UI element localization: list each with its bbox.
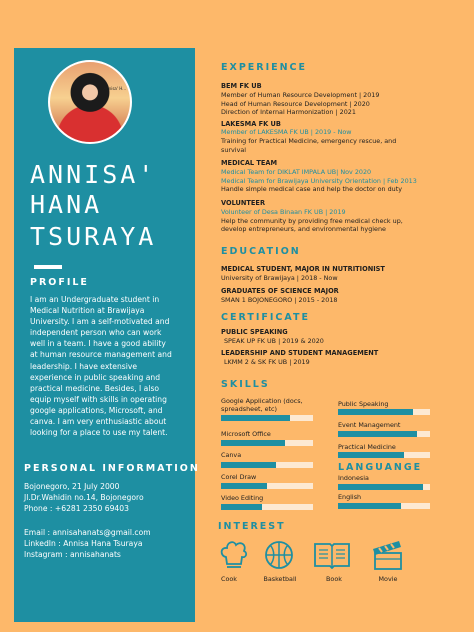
experience-line: Training for Practical Medicine, emergency rescue, and xyxy=(221,137,397,145)
personal-email: Email : annisahanats@gmail.com xyxy=(24,528,151,537)
personal-birth: Bojonegoro, 21 July 2000 xyxy=(24,482,120,491)
skill-label: Google Application (docs, spreadsheet, etc) xyxy=(221,397,303,413)
profile-line: independent person who can work xyxy=(30,328,162,338)
name-line-2: HANA xyxy=(30,190,103,219)
skill-label: Microsoft Office xyxy=(221,430,271,438)
skill-bar xyxy=(221,483,313,489)
profile-line: I am an Undergraduate student in xyxy=(30,295,160,304)
language-bar xyxy=(338,484,430,490)
profile-line: looking for a place to use my talent. xyxy=(30,428,168,438)
skill-bar-fill xyxy=(338,452,404,458)
experience-line: Help the community by providing free medical check up, xyxy=(221,216,403,225)
education-heading: EDUCATION xyxy=(221,246,301,257)
interest-label: Basketball xyxy=(263,575,297,583)
skill-bar xyxy=(338,431,430,437)
skill-bar-fill xyxy=(221,504,262,510)
interest-label: Movie xyxy=(378,575,398,583)
profile-line: google applications, Microsoft, and xyxy=(30,405,163,415)
profile-line: at human resource management and xyxy=(30,350,172,360)
personal-linkedin: LinkedIn : Annisa Hana Tsuraya xyxy=(24,539,143,548)
experience-title: BEM FK UB xyxy=(221,82,262,90)
personal-heading: PERSONAL INFORMATION xyxy=(24,463,200,474)
profile-line: equip myself with skills in operating xyxy=(30,394,167,404)
skills-heading: SKILLS xyxy=(221,379,270,390)
profile-line: well in a team. I have a good ability xyxy=(30,339,166,349)
experience-line: Handle simple medical case and help the doctor on duty xyxy=(221,185,403,193)
skill-bar xyxy=(338,409,430,415)
personal-address: Jl.Dr.Wahidin no.14, Bojonegoro xyxy=(24,493,144,502)
language-label: Indonesia xyxy=(338,474,369,482)
skill-bar xyxy=(221,504,313,510)
experience-line: survival xyxy=(221,145,247,154)
experience-line: Medical Team for Brawijaya University Orientation | Feb 2013 xyxy=(221,176,417,185)
skill-bar xyxy=(338,452,430,458)
experience-title: VOLUNTEER xyxy=(221,199,266,207)
clapperboard-icon xyxy=(371,539,405,571)
skill-label: Practical Medicine xyxy=(338,443,396,451)
interest-label: Book xyxy=(326,575,342,583)
skill-bar xyxy=(221,462,313,468)
experience-line: develop entrepreneurs, and environmental hygiene xyxy=(221,225,386,233)
profile-line: canva. I am very enthusiastic about xyxy=(30,417,167,427)
education-line: University of Brawijaya | 2018 - Now xyxy=(221,273,338,282)
personal-instagram: Instagram : annisahanats xyxy=(24,550,121,559)
name-line-1: ANNISA' xyxy=(30,160,157,189)
skill-bar xyxy=(221,415,313,421)
book-icon xyxy=(313,541,351,569)
language-heading: LANGUANGE xyxy=(338,462,423,473)
profile-text xyxy=(30,294,188,438)
profile-line: practical medicine. Besides, I also xyxy=(30,383,160,393)
personal-phone: Phone : +6281 2350 69403 xyxy=(24,504,129,513)
name-divider xyxy=(34,265,62,269)
skill-label: Public Speaking xyxy=(338,400,389,408)
experience-line: Medical Team for DIKLAT IMPALA UB| Nov 2020 xyxy=(221,168,372,176)
skill-label: Video Editing xyxy=(221,494,264,502)
education-title: GRADUATES OF SCIENCE MAJOR xyxy=(221,287,339,295)
interest-heading: INTEREST xyxy=(218,521,286,532)
experience-line: Member of LAKESMA FK UB | 2019 - Now xyxy=(221,128,352,136)
skill-label: Canva xyxy=(221,451,242,459)
profile-photo xyxy=(48,60,132,144)
skill-label: Event Management xyxy=(338,421,401,429)
certificate-line: LKMM 2 & SK FK UB | 2019 xyxy=(224,358,310,366)
education-title: MEDICAL STUDENT, MAJOR IN NUTRITIONIST xyxy=(221,265,385,273)
experience-line: Volunteer of Desa Binaan FK UB | 2019 xyxy=(221,208,346,216)
profile-line: Medical Nutrition at Brawijaya xyxy=(30,306,145,316)
certificate-title: PUBLIC SPEAKING xyxy=(221,328,288,336)
profile-line: leadership. I have extensive xyxy=(30,361,138,371)
experience-line: Head of Human Resource Development | 2020 xyxy=(221,99,370,108)
experience-title: MEDICAL TEAM xyxy=(221,159,278,167)
skill-bar-fill xyxy=(221,462,276,468)
experience-heading: EXPERIENCE xyxy=(221,62,308,73)
experience-line: Member of Human Resource Development | 2019 xyxy=(221,91,380,99)
language-bar-fill xyxy=(338,484,423,490)
certificate-line: SPEAK UP FK UB | 2019 & 2020 xyxy=(224,337,324,345)
skill-bar-fill xyxy=(221,483,267,489)
experience-line: Direction of Internal Harmonization | 2021 xyxy=(221,108,356,116)
basketball-icon xyxy=(264,540,294,570)
profile-line: University. I am a self-motivated and xyxy=(30,317,170,327)
interest-label: Cook xyxy=(221,575,237,583)
language-label: English xyxy=(338,493,362,501)
education-line: SMAN 1 BOJONEGORO | 2015 - 2018 xyxy=(221,295,338,304)
chef-hat-icon xyxy=(219,539,249,571)
skill-bar-fill xyxy=(338,409,413,415)
profile-heading: PROFILE xyxy=(30,277,89,288)
name-line-3: TSURAYA xyxy=(30,222,157,251)
certificate-heading: CERTIFICATE xyxy=(221,312,310,323)
skill-bar xyxy=(221,440,313,446)
language-bar xyxy=(338,503,430,509)
skill-bar-fill xyxy=(221,415,290,421)
certificate-title: LEADERSHIP AND STUDENT MANAGEMENT xyxy=(221,349,379,357)
language-bar-fill xyxy=(338,503,401,509)
photo-caption: Annisa' H... xyxy=(103,86,126,91)
skill-bar-fill xyxy=(338,431,417,437)
experience-title: LAKESMA FK UB xyxy=(221,120,281,128)
profile-line: experience in public speaking and xyxy=(30,372,161,382)
skill-bar-fill xyxy=(221,440,285,446)
skill-label: Corel Draw xyxy=(221,473,257,481)
